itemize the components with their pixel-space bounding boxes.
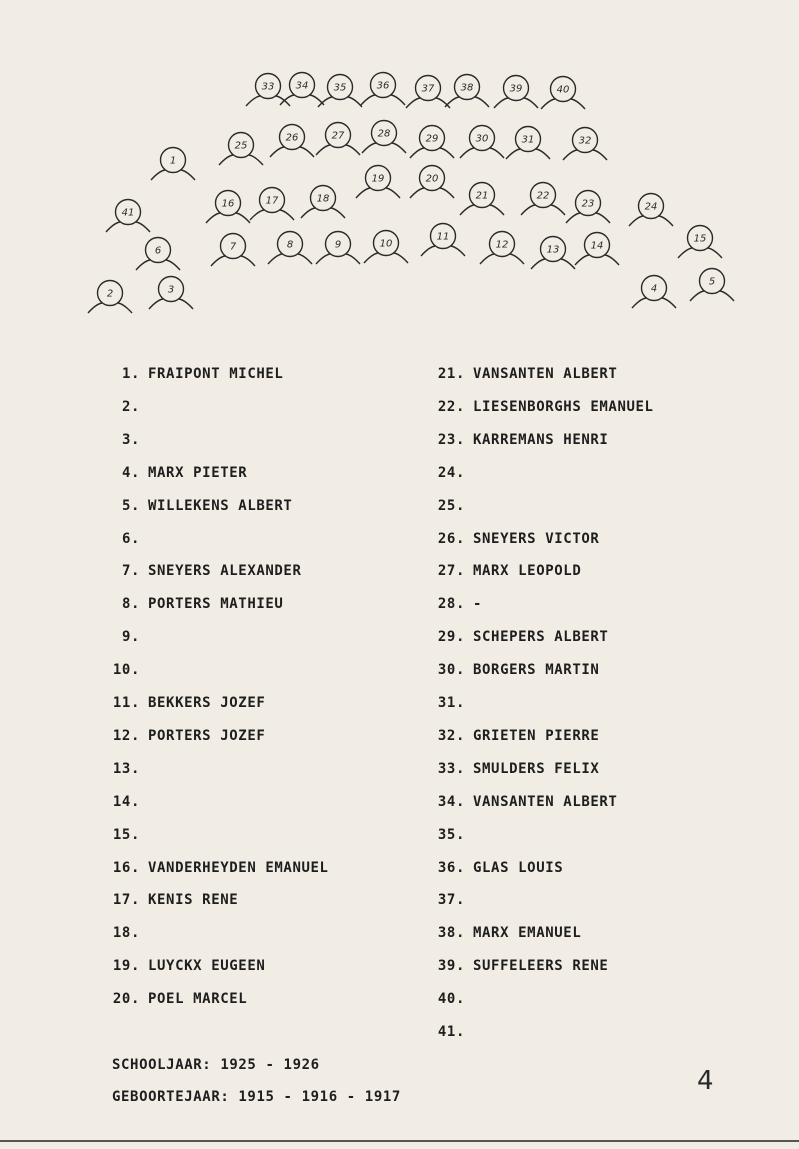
figure-shoulders bbox=[301, 208, 345, 218]
entry-name bbox=[465, 991, 473, 1007]
figure-shoulders bbox=[149, 299, 193, 309]
name-entry bbox=[110, 563, 302, 579]
figure-6 bbox=[136, 238, 180, 271]
entry-number: 9. bbox=[121, 629, 140, 646]
entry-number: 28. bbox=[437, 596, 465, 613]
entry-number: 5. bbox=[121, 497, 140, 514]
entry-number: 14. bbox=[112, 793, 140, 810]
figure-shoulders bbox=[494, 98, 538, 108]
figure-35 bbox=[318, 75, 362, 108]
figure-30 bbox=[460, 126, 504, 159]
name-entry bbox=[110, 465, 247, 481]
figure-number: 7 bbox=[229, 241, 237, 253]
figure-shoulders bbox=[410, 148, 454, 158]
name-entry bbox=[435, 794, 617, 810]
figure-shoulders bbox=[206, 213, 250, 223]
entry-name bbox=[140, 531, 148, 547]
name-entry bbox=[435, 498, 473, 514]
name-entry bbox=[435, 991, 473, 1007]
figure-25 bbox=[219, 133, 263, 166]
figure-shoulders bbox=[460, 205, 504, 215]
figure-shoulders bbox=[106, 222, 150, 232]
entry-name: GLAS LOUIS bbox=[473, 859, 564, 876]
figure-shoulders bbox=[406, 98, 450, 108]
entry-name: - bbox=[473, 596, 483, 613]
figure-shoulders bbox=[632, 298, 676, 308]
figure-number: 9 bbox=[334, 239, 342, 251]
entry-number: 12. bbox=[112, 727, 140, 744]
figure-shoulders bbox=[211, 256, 255, 266]
figure-20 bbox=[410, 166, 454, 199]
figure-4 bbox=[632, 276, 676, 309]
entry-number: 34. bbox=[437, 793, 465, 810]
figure-number: 12 bbox=[495, 239, 509, 251]
figure-shoulders bbox=[219, 155, 263, 165]
figure-shoulders bbox=[318, 97, 362, 107]
figure-number: 3 bbox=[167, 284, 175, 296]
figure-shoulders bbox=[364, 253, 408, 263]
figure-9 bbox=[316, 232, 360, 265]
school-year-line: SCHOOLJAAR: 1925 - 1926 bbox=[112, 1057, 320, 1073]
figure-shoulders bbox=[575, 255, 619, 265]
name-entry bbox=[435, 629, 608, 645]
figure-number: 14 bbox=[590, 240, 604, 252]
entry-name: BORGERS MARTIN bbox=[473, 662, 600, 679]
entry-number: 2. bbox=[121, 398, 140, 415]
figure-number: 15 bbox=[693, 233, 707, 245]
entry-name: FRAIPONT MICHEL bbox=[148, 366, 284, 382]
figure-18 bbox=[301, 186, 345, 219]
entry-number: 38. bbox=[437, 925, 465, 942]
entry-number: 39. bbox=[437, 958, 465, 975]
figure-shoulders bbox=[445, 97, 489, 107]
entry-number: 41. bbox=[437, 1024, 465, 1040]
figure-shoulders bbox=[151, 170, 195, 180]
name-entry bbox=[110, 596, 283, 612]
figure-number: 6 bbox=[154, 245, 162, 257]
name-entry bbox=[435, 695, 473, 711]
entry-name bbox=[140, 794, 148, 810]
figure-shoulders bbox=[362, 143, 406, 153]
figure-number: 38 bbox=[460, 82, 474, 94]
figure-shoulders bbox=[678, 248, 722, 258]
figure-number: 20 bbox=[425, 173, 439, 185]
name-entry bbox=[435, 728, 599, 744]
entry-name bbox=[140, 662, 148, 678]
figure-number: 28 bbox=[377, 128, 391, 140]
entry-name bbox=[140, 399, 148, 415]
entry-name: GRIETEN PIERRE bbox=[473, 727, 600, 744]
figure-number: 5 bbox=[708, 276, 716, 288]
entry-name: VANSANTEN ALBERT bbox=[473, 366, 618, 382]
name-entry bbox=[110, 366, 283, 382]
name-entry bbox=[110, 761, 148, 777]
figure-shoulders bbox=[521, 205, 565, 215]
figure-shoulders bbox=[460, 148, 504, 158]
figure-37 bbox=[406, 76, 450, 109]
name-entry bbox=[435, 827, 473, 843]
name-entry bbox=[435, 596, 482, 612]
figure-number: 19 bbox=[371, 173, 385, 185]
entry-number: 1. bbox=[121, 366, 140, 382]
entry-name bbox=[465, 465, 473, 481]
entry-name: MARX PIETER bbox=[148, 464, 248, 481]
figure-number: 24 bbox=[644, 201, 658, 213]
figure-36 bbox=[361, 73, 405, 106]
figure-number: 36 bbox=[376, 80, 390, 92]
figure-shoulders bbox=[410, 188, 454, 198]
entry-name bbox=[140, 827, 148, 843]
figure-number: 23 bbox=[581, 198, 595, 210]
name-entry bbox=[435, 399, 654, 415]
figure-shoulders bbox=[506, 149, 550, 159]
figure-16 bbox=[206, 191, 250, 224]
figure-10 bbox=[364, 231, 408, 264]
figure-shoulders bbox=[566, 213, 610, 223]
figure-12 bbox=[480, 232, 524, 265]
figure-3 bbox=[149, 277, 193, 310]
entry-name: PORTERS JOZEF bbox=[148, 727, 266, 744]
entry-name bbox=[140, 761, 148, 777]
class-photo-key-diagram bbox=[0, 0, 799, 330]
figure-shoulders bbox=[480, 254, 524, 264]
entry-name: SMULDERS FELIX bbox=[473, 760, 600, 777]
entry-name: WILLEKENS ALBERT bbox=[148, 497, 293, 514]
entry-name: MARX EMANUEL bbox=[473, 925, 582, 942]
name-entry bbox=[110, 498, 292, 514]
figure-shoulders bbox=[280, 95, 324, 105]
figure-number: 27 bbox=[331, 130, 345, 142]
entry-number: 20. bbox=[112, 991, 140, 1008]
name-entry bbox=[435, 892, 473, 908]
figure-number: 31 bbox=[521, 134, 535, 146]
figure-26 bbox=[270, 125, 314, 158]
figure-number: 26 bbox=[285, 132, 299, 144]
figure-28 bbox=[362, 121, 406, 154]
entry-name: VANSANTEN ALBERT bbox=[473, 793, 618, 810]
name-entry bbox=[110, 695, 265, 711]
figure-19 bbox=[356, 166, 400, 199]
entry-number: 3. bbox=[121, 431, 140, 448]
name-entry bbox=[110, 662, 148, 678]
figure-17 bbox=[250, 188, 294, 221]
name-entry bbox=[110, 399, 148, 415]
figure-shoulders bbox=[361, 95, 405, 105]
figure-shoulders bbox=[136, 260, 180, 270]
entry-name bbox=[140, 432, 148, 448]
figure-31 bbox=[506, 127, 550, 160]
figure-number: 16 bbox=[221, 198, 235, 210]
name-entry bbox=[110, 827, 148, 843]
name-entry bbox=[110, 728, 265, 744]
entry-number: 4. bbox=[121, 464, 140, 481]
figure-23 bbox=[566, 191, 610, 224]
entry-name: SUFFELEERS RENE bbox=[473, 958, 609, 975]
figure-number: 34 bbox=[295, 80, 309, 92]
entry-number: 8. bbox=[121, 596, 140, 613]
name-entry bbox=[110, 432, 148, 448]
name-entry bbox=[110, 531, 148, 547]
figure-number: 10 bbox=[379, 238, 393, 250]
name-entry bbox=[435, 1024, 473, 1040]
entry-number: 23. bbox=[437, 431, 465, 448]
name-entry bbox=[110, 958, 265, 974]
name-entry bbox=[110, 629, 148, 645]
figure-22 bbox=[521, 183, 565, 216]
figure-number: 2 bbox=[106, 288, 114, 300]
entry-name: LUYCKX EUGEEN bbox=[148, 958, 266, 975]
birth-year-line: GEBOORTEJAAR: 1915 - 1916 - 1917 bbox=[112, 1089, 401, 1105]
entry-number: 40. bbox=[437, 991, 465, 1008]
entry-name: POEL MARCEL bbox=[148, 991, 248, 1008]
figure-number: 41 bbox=[121, 207, 135, 219]
entry-number: 21. bbox=[437, 366, 465, 382]
figure-number: 17 bbox=[265, 195, 279, 207]
figure-shoulders bbox=[250, 210, 294, 220]
figure-number: 29 bbox=[425, 133, 439, 145]
page-number: 4 bbox=[697, 1066, 714, 1096]
figure-number: 39 bbox=[509, 83, 523, 95]
entry-number: 19. bbox=[112, 958, 140, 975]
entry-name: MARX LEOPOLD bbox=[473, 563, 582, 580]
entry-number: 25. bbox=[437, 497, 465, 514]
figure-number: 25 bbox=[234, 140, 248, 152]
entry-name bbox=[465, 892, 473, 908]
figure-32 bbox=[563, 128, 607, 161]
entry-name: LIESENBORGHS EMANUEL bbox=[473, 398, 654, 415]
name-entry bbox=[435, 531, 599, 547]
figure-number: 18 bbox=[316, 193, 330, 205]
name-entry bbox=[110, 860, 329, 876]
name-entry bbox=[435, 925, 581, 941]
entry-name bbox=[140, 629, 148, 645]
entry-number: 32. bbox=[437, 727, 465, 744]
entry-number: 16. bbox=[112, 859, 140, 876]
entry-number: 27. bbox=[437, 563, 465, 580]
name-entry bbox=[435, 366, 617, 382]
entry-number: 6. bbox=[121, 530, 140, 547]
figure-number: 13 bbox=[546, 244, 560, 256]
entry-name bbox=[465, 498, 473, 514]
figure-shoulders bbox=[563, 150, 607, 160]
name-entry bbox=[435, 465, 473, 481]
entry-number: 18. bbox=[112, 925, 140, 942]
figure-shoulders bbox=[629, 216, 673, 226]
figure-shoulders bbox=[421, 246, 465, 256]
entry-name: SNEYERS ALEXANDER bbox=[148, 563, 302, 580]
figure-40 bbox=[541, 77, 585, 110]
figure-shoulders bbox=[88, 303, 132, 313]
figure-shoulders bbox=[316, 145, 360, 155]
entry-number: 13. bbox=[112, 760, 140, 777]
figure-number: 22 bbox=[536, 190, 550, 202]
name-entry bbox=[110, 892, 238, 908]
entry-number: 36. bbox=[437, 859, 465, 876]
entry-name bbox=[465, 827, 473, 843]
entry-number: 10. bbox=[112, 662, 140, 679]
figure-number: 4 bbox=[650, 283, 658, 295]
figure-number: 35 bbox=[333, 82, 347, 94]
entry-number: 37. bbox=[437, 892, 465, 909]
entry-name: SCHEPERS ALBERT bbox=[473, 629, 609, 646]
name-entry bbox=[435, 761, 599, 777]
figure-number: 33 bbox=[261, 81, 275, 93]
figure-2 bbox=[88, 281, 132, 314]
entry-number: 29. bbox=[437, 629, 465, 646]
figure-number: 37 bbox=[421, 83, 435, 95]
figure-number: 40 bbox=[556, 84, 570, 96]
figure-shoulders bbox=[268, 254, 312, 264]
name-entry bbox=[110, 991, 247, 1007]
figure-5 bbox=[690, 269, 734, 302]
entry-name bbox=[465, 1024, 473, 1040]
name-entry bbox=[435, 432, 608, 448]
entry-number: 33. bbox=[437, 760, 465, 777]
figure-number: 8 bbox=[286, 239, 294, 251]
figure-11 bbox=[421, 224, 465, 257]
name-entry bbox=[435, 958, 608, 974]
figure-27 bbox=[316, 123, 360, 156]
entry-number: 7. bbox=[121, 563, 140, 580]
entry-name: BEKKERS JOZEF bbox=[148, 695, 266, 711]
figure-8 bbox=[268, 232, 312, 265]
entry-number: 17. bbox=[112, 892, 140, 909]
entry-number: 22. bbox=[437, 398, 465, 415]
figure-number: 1 bbox=[169, 155, 177, 167]
entry-name bbox=[465, 695, 473, 711]
entry-name: KENIS RENE bbox=[148, 892, 239, 909]
figure-24 bbox=[629, 194, 673, 227]
entry-number: 26. bbox=[437, 530, 465, 547]
figure-shoulders bbox=[270, 147, 314, 157]
figure-41 bbox=[106, 200, 150, 233]
name-entry bbox=[435, 662, 599, 678]
figure-number: 21 bbox=[475, 190, 489, 202]
figure-13 bbox=[531, 237, 575, 270]
name-entry bbox=[110, 925, 148, 941]
entry-number: 11. bbox=[112, 695, 140, 711]
figure-number: 32 bbox=[578, 135, 592, 147]
entry-number: 35. bbox=[437, 826, 465, 843]
bottom-rule bbox=[0, 1140, 799, 1142]
figure-shoulders bbox=[316, 254, 360, 264]
entry-name: KARREMANS HENRI bbox=[473, 431, 609, 448]
name-entry bbox=[110, 794, 148, 810]
figure-34 bbox=[280, 73, 324, 106]
figure-14 bbox=[575, 233, 619, 266]
name-entry bbox=[435, 563, 581, 579]
figure-15 bbox=[678, 226, 722, 259]
figure-38 bbox=[445, 75, 489, 108]
entry-number: 15. bbox=[112, 826, 140, 843]
figure-29 bbox=[410, 126, 454, 159]
figure-number: 30 bbox=[475, 133, 489, 145]
entry-number: 24. bbox=[437, 464, 465, 481]
entry-number: 31. bbox=[437, 695, 465, 711]
figure-shoulders bbox=[531, 259, 575, 269]
figure-shoulders bbox=[356, 188, 400, 198]
figure-shoulders bbox=[690, 291, 734, 301]
figure-number: 11 bbox=[436, 231, 450, 243]
figure-21 bbox=[460, 183, 504, 216]
figure-7 bbox=[211, 234, 255, 267]
entry-number: 30. bbox=[437, 662, 465, 679]
entry-name: VANDERHEYDEN EMANUEL bbox=[148, 859, 329, 876]
name-entry bbox=[435, 860, 563, 876]
figure-39 bbox=[494, 76, 538, 109]
entry-name bbox=[140, 925, 148, 941]
figure-shoulders bbox=[541, 99, 585, 109]
entry-name: PORTERS MATHIEU bbox=[148, 596, 284, 613]
entry-name: SNEYERS VICTOR bbox=[473, 530, 600, 547]
figure-1 bbox=[151, 148, 195, 181]
